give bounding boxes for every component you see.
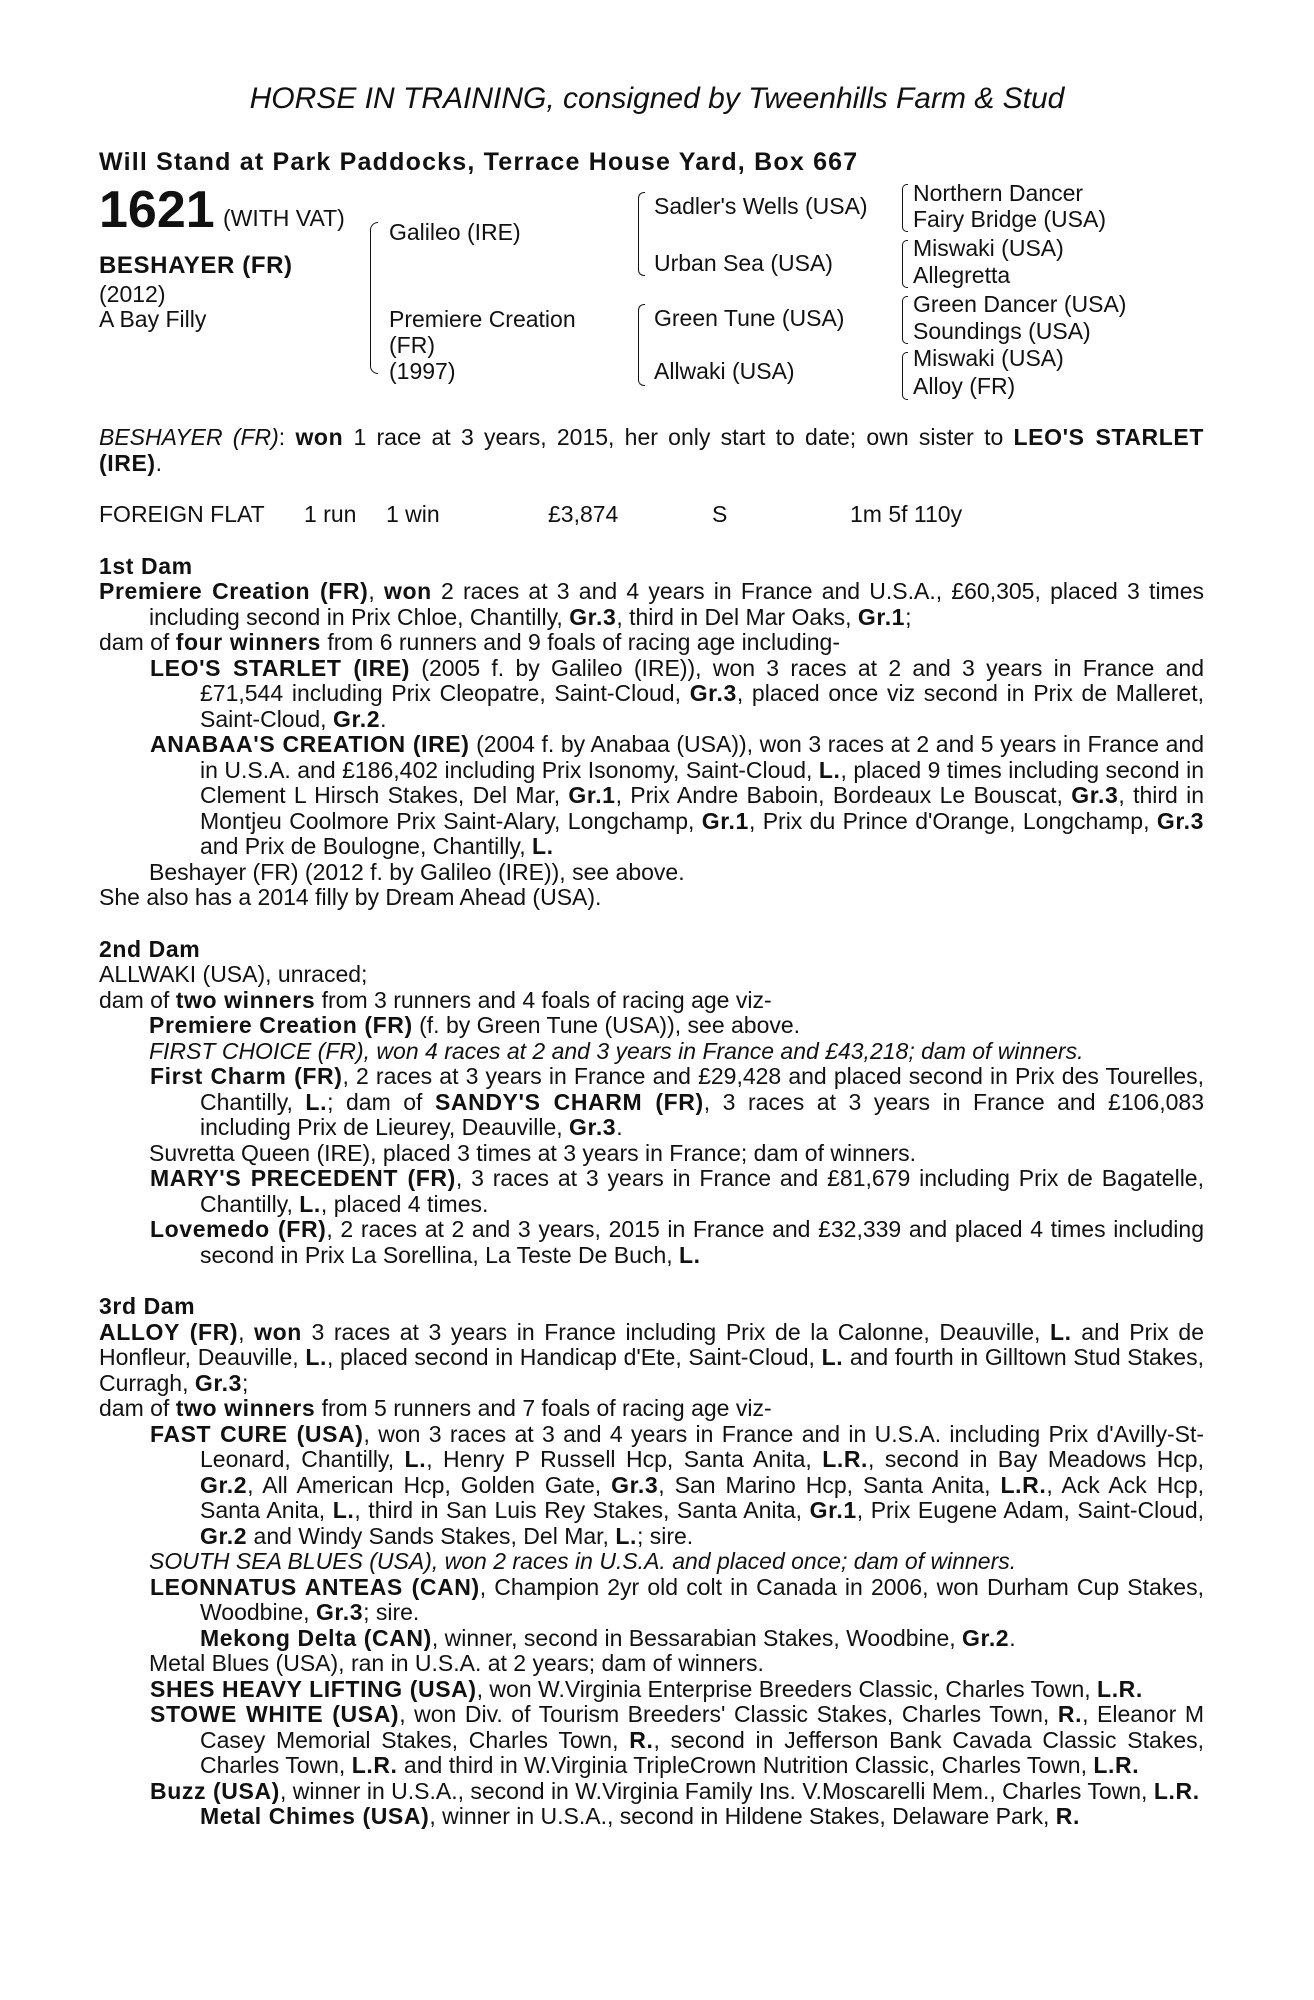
pedigree-dss: Green Dancer (USA) [913, 291, 1127, 317]
first-dam-produce-line: dam of four winners from 6 runners and 9 foals of racing age including- [99, 629, 841, 655]
summary-paragraph: BESHAYER (FR): won 1 race at 3 years, 2015, her only start to date; own sister to LEO'S STARLET (IRE). [99, 424, 1204, 476]
second-dam-heading: 2nd Dam [99, 935, 201, 962]
pedigree-dam-dam: Allwaki (USA) [654, 358, 795, 384]
grand-produce-entry: STOWE WHITE (USA), won Div. of Tourism Breeders' Classic Stakes, Charles Town, R., Eleanor M Casey Memorial Stakes, Charles Town, R., second in Jefferson Bank Cavada Classic Stakes, Charles Town, L.R. and third in W.Virginia TripleCrown Nutrition Classic, Charles Town, L.R. [150, 1701, 1205, 1778]
pedigree-sire-sire: Sadler's Wells (USA) [654, 193, 868, 219]
produce-entry: Beshayer (FR) (2012 f. by Galileo (IRE)), see above. [149, 858, 685, 885]
pedigree-dds: Miswaki (USA) [913, 345, 1064, 371]
race-record: FOREIGN FLAT 1 run 1 win £3,874 S 1m 5f 110y [99, 501, 963, 527]
lot-number: 1621 [99, 181, 215, 239]
second-dam-name: ALLWAKI (USA), unraced; [99, 961, 368, 987]
produce-entry: FIRST CHOICE (FR), won 4 races at 2 and 3 years in France and £43,218; dam of winners. [149, 1037, 1084, 1064]
produce-entry: ANABAA'S CREATION (IRE) (2004 f. by Anabaa (USA)), won 3 races at 2 and 5 years in France and in U.S.A. and £186,402 including Prix Isonomy, Saint-Cloud, L., placed 9 times including second in Clement L Hirsch Stakes, Del Mar, Gr.1, Prix Andre Baboin, Bordeaux Le Bouscat, Gr.3, third in Montjeu Coolmore Prix Saint-Alary, Longchamp, Gr.1, Prix du Prince d'Orange, Longchamp, Gr.3 and Prix de Boulogne, Chantilly, L. [150, 731, 1204, 859]
catalogue-header: HORSE IN TRAINING, consigned by Tweenhills Farm & Stud [249, 82, 1065, 115]
produce-entry: LEO'S STARLET (IRE) (2005 f. by Galileo (IRE)), won 3 races at 2 and 3 years in France and £71,544 including Prix Cleopatre, Saint-Cloud, Gr.3, placed once viz second in Prix de Malleret, Saint-Cloud, Gr.2. [150, 654, 1204, 732]
pedigree-brace [638, 304, 645, 386]
second-dam-produce-line: dam of two winners from 3 runners and 4 foals of racing age viz- [99, 986, 772, 1013]
horse-year: (2012) [99, 281, 166, 307]
pedigree-dsd: Soundings (USA) [913, 318, 1091, 344]
produce-entry: Suvretta Queen (IRE), placed 3 times at 3 years in France; dam of winners. [149, 1139, 917, 1166]
pedigree-brace [902, 240, 908, 288]
pedigree-sdd: Allegretta [913, 262, 1011, 288]
third-dam-produce-line: dam of two winners from 5 runners and 7 foals of racing age viz- [99, 1395, 772, 1421]
pedigree-sire: Galileo (IRE) [389, 219, 521, 245]
pedigree-brace [638, 192, 645, 276]
pedigree-dam-country: (FR) [389, 332, 435, 358]
produce-entry: Metal Blues (USA), ran in U.S.A. at 2 years; dam of winners. [149, 1650, 764, 1676]
third-dam-heading: 3rd Dam [99, 1293, 196, 1319]
first-dam-heading: 1st Dam [99, 552, 193, 579]
pedigree-dam: Premiere Creation [389, 306, 576, 332]
pedigree-dam-year: (1997) [389, 358, 456, 384]
first-dam-paragraph: Premiere Creation (FR), won 2 races at 3 and 4 years in France and U.S.A., £60,305, placed 3 times including second in Prix Chloe, Chantilly, Gr.3, third in Del Mar Oaks, Gr.1; [99, 578, 1205, 630]
pedigree-brace [370, 222, 378, 374]
first-dam-note: She also has a 2014 filly by Dream Ahead (USA). [99, 884, 602, 910]
pedigree-brace [902, 184, 908, 232]
pedigree-brace [902, 352, 908, 400]
horse-description: A Bay Filly [99, 306, 207, 332]
vat-note: (WITH VAT) [223, 205, 345, 231]
pedigree-dam-sire: Green Tune (USA) [654, 305, 845, 331]
produce-entry: SOUTH SEA BLUES (USA), won 2 races in U.S.A. and placed once; dam of winners. [149, 1548, 1017, 1574]
stand-location: Will Stand at Park Paddocks, Terrace House Yard, Box 667 [99, 148, 859, 176]
horse-name: BESHAYER (FR) [99, 252, 293, 279]
pedigree-sss: Northern Dancer [913, 180, 1084, 206]
pedigree-ssd: Fairy Bridge (USA) [913, 206, 1106, 232]
pedigree-sire-dam: Urban Sea (USA) [654, 250, 833, 276]
grand-produce-entry: LEONNATUS ANTEAS (CAN), Champion 2yr old colt in Canada in 2006, won Durham Cup Stakes, Woodbine, Gr.3; sire. [150, 1573, 1204, 1625]
grand-produce-entry: Mekong Delta (CAN), winner, second in Bessarabian Stakes, Woodbine, Gr.2. [200, 1624, 1016, 1651]
pedigree-sds: Miswaki (USA) [913, 235, 1064, 261]
catalogue-body [99, 425, 1204, 1830]
grand-produce-entry: Buzz (USA), winner in U.S.A., second in W.Virginia Family Ins. V.Moscarelli Mem., Charles Town, L.R. [150, 1777, 1200, 1804]
grand-produce-entry: MARY'S PRECEDENT (FR), 3 races at 3 years in France and £81,679 including Prix de Bagatelle, Chantilly, L., placed 4 times. [150, 1165, 1204, 1217]
grand-produce-entry: SHES HEAVY LIFTING (USA), won W.Virginia Enterprise Breeders Classic, Charles Town, L.R. [150, 1675, 1143, 1702]
grand-produce-entry: First Charm (FR), 2 races at 3 years in France and £29,428 and placed second in Prix des Tourelles, Chantilly, L.; dam of SANDY'S CHARM (FR), 3 races at 3 years in France and £106,083 including Prix de Lieurey, Deauville, Gr.3. [150, 1063, 1204, 1140]
produce-entry: FAST CURE (USA), won 3 races at 3 and 4 years in France and in U.S.A. including Prix d'Avilly-St-Leonard, Chantilly, L., Henry P Russell Hcp, Santa Anita, L.R., second in Bay Meadows Hcp, Gr.2, All American Hcp, Golden Gate, Gr.3, San Marino Hcp, Santa Anita, L.R., Ack Ack Hcp, Santa Anita, L., third in San Luis Rey Stakes, Santa Anita, Gr.1, Prix Eugene Adam, Saint-Cloud, Gr.2 and Windy Sands Stakes, Del Mar, L.; sire. [150, 1420, 1205, 1549]
grand-produce-entry: Lovemedo (FR), 2 races at 2 and 3 years, 2015 in France and £32,339 and placed 4 times including second in Prix La Sorellina, La Teste De Buch, L. [150, 1216, 1204, 1268]
grand-produce-entry: Metal Chimes (USA), winner in U.S.A., second in Hildene Stakes, Delaware Park, R. [200, 1803, 1080, 1829]
pedigree-ddd: Alloy (FR) [913, 373, 1016, 399]
produce-entry: Premiere Creation (FR) (f. by Green Tune (USA)), see above. [149, 1012, 801, 1038]
pedigree-brace [902, 296, 908, 344]
third-dam-paragraph: ALLOY (FR), won 3 races at 3 years in France including Prix de la Calonne, Deauville, L. and Prix de Honfleur, Deauville, L., placed second in Handicap d'Ete, Saint-Cloud, L. and fourth in Gilltown Stud Stakes, Curragh, Gr.3; [99, 1318, 1204, 1396]
